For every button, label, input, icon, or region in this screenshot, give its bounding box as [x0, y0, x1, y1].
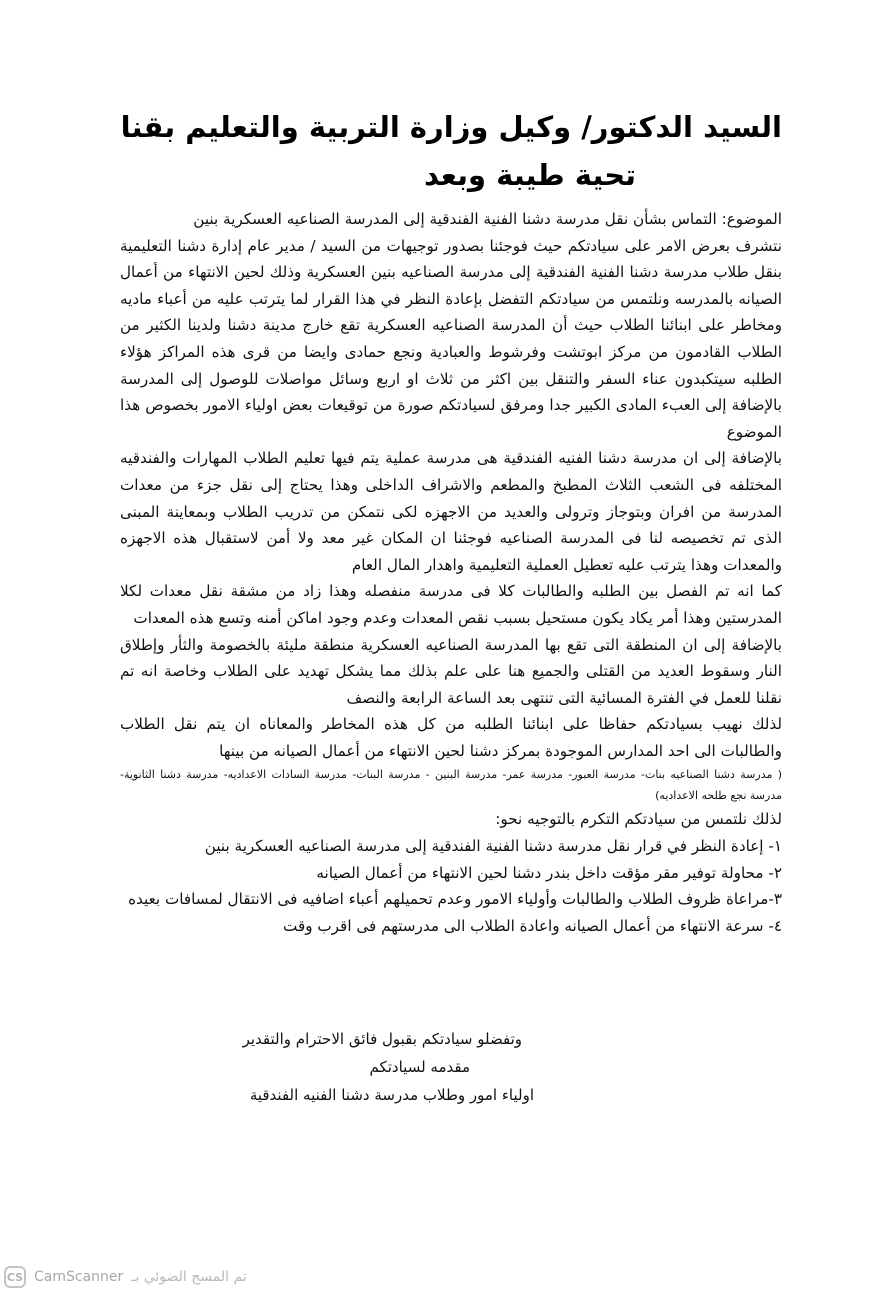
- closing-courtesy: وتفضلو سيادتكم بقبول فائق الاحترام والتقدير: [242, 1030, 522, 1048]
- schools-note: ( مدرسة دشنا الصناعيه بنات- مدرسة العبور- مدرسة عمر- مدرسة البنين - مدرسة البنات- مدرسة السادات الاعداديه- مدرسة دشنا الثانوية- مدرسة نجع طلحه الاعداديه): [120, 768, 782, 803]
- letter-addressee: السيد الدكتور/ وكيل وزارة التربية والتعليم بقنا: [120, 110, 782, 144]
- letter-signature: اولياء امور وطلاب مدرسة دشنا الفنيه الفندقية: [249, 1086, 534, 1104]
- request-item: ٤- سرعة الانتهاء من أعمال الصيانه واعادة الطلاب الى مدرستهم فى اقرب وقت: [283, 916, 782, 935]
- request-item: ١- إعادة النظر في قرار نقل مدرسة دشنا الفنية الفندقية إلى مدرسة الصناعيه العسكرية بنين: [204, 837, 782, 856]
- letter-paragraph: نتشرف بعرض الامر على سيادتكم حيث فوجئنا بصدور توجيهات من السيد / مدير عام إدارة دشنا التعليمية بنقل طلاب مدرسة دشنا الفنية الفندقية إلى مدرسة الصناعيه بنين العسكرية وذلك لحين الانتهاء من أعمال الصيانه بالمدرسه ونلتمس من سيادتكم التفضل بإعادة النظر في هذا القرار لما يترتب عليه من أعباء ماديه ومخاطر على ابنائنا الطلاب حيث أن المدرسة الصناعيه العسكرية تقع خارج مدينة دشنا ولدينا الكثير من الطلاب القادمون من مركز ابوتشت وفرشوط والعبادية ونجع حمادى وايضا من قرى هذه المراكز هؤلاء الطلبه سيتكبدون عناء السفر والتنقل بين اكثر من ثلاث او اربع وسائل مواصلات للوصول إلى المدرسة بالإضافة إلى العبء المادى الكبير جدا ومرفق لسيادتكم صورة من توقيعات بعض اولياء الامور بخصوص هذا الموضوع: [120, 236, 782, 441]
- scanner-watermark: [4, 1264, 247, 1290]
- letter-paragraph: لذلك نهيب بسيادتكم حفاظا على ابنائنا الطلبه من كل هذه المخاطر والمعاناه ان يتم نقل الطلاب والطالبات الى احد المدارس الموجودة بمركز دشنا لحين الانتهاء من أعمال الصيانه من بينها: [120, 715, 782, 760]
- letter-paragraph: بالإضافة إلى ان المنطقة التى تقع بها المدرسة الصناعيه العسكرية منطقة مليئة بالخصومة والثأر وإطلاق النار وسقوط العديد من القتلى والجميع هنا على علم بذلك مما يشكل تهديد على الطلاب وخاصة انه تم نقلنا للعمل في الفترة المسائية التى تنتهى بعد الساعة الرابعة والنصف: [120, 635, 782, 707]
- letter-body: [120, 206, 782, 939]
- request-list: [120, 833, 782, 939]
- request-intro: لذلك نلتمس من سيادتكم التكرم بالتوجيه نحو:: [495, 810, 782, 829]
- closing-submitted: مقدمه لسيادتكم: [369, 1058, 470, 1076]
- letter-paragraph: بالإضافة إلى ان مدرسة دشنا الفنيه الفندقية هى مدرسة عملية يتم فيها تعليم الطلاب المهارات والفندقيه المختلفه فى الشعب الثلاث المطبخ والمطعم والاشراف الداخلى وهذا يحتاج إلى نقل جزء من معدات المدرسة من افران وبتوجاز وترولى والعديد من الاجهزه لكى نتمكن من تدريب الطلاب وبمعاينة المبنى الذى تم تخصيصه لنا فى المدرسة الصناعيه فوجئنا ان المكان غير معد ولا أمن لاستقبال هذه الاجهزه والمعدات وهذا يترتب عليه تعطيل العملية التعليمية واهدار المال العام: [120, 449, 782, 574]
- watermark-text: تم المسح الضوئي بـ: [131, 1269, 247, 1285]
- request-item: ٢- محاولة توفير مقر مؤقت داخل بندر دشنا لحين الانتهاء من أعمال الصيانه: [316, 863, 782, 882]
- request-item: ٣-مراعاة ظروف الطلاب والطالبات وأولياء الامور وعدم تحميلهم أعباء اضافيه فى الانتقال لمسافات بعيده: [128, 890, 782, 909]
- watermark-brand: CamScanner: [34, 1269, 124, 1285]
- letter-greeting: تحية طيبة وبعد: [423, 158, 636, 192]
- letter-subject: الموضوع: التماس بشأن نقل مدرسة دشنا الفنية الفندقية إلى المدرسة الصناعيه العسكرية بنين: [193, 210, 782, 228]
- camscanner-logo-icon: CS: [4, 1266, 26, 1288]
- letter-paragraph: كما انه تم الفصل بين الطلبه والطالبات كلا فى مدرسة منفصله وهذا زاد من مشقة نقل معدات لكلا المدرستين وهذا أمر يكاد يكون مستحيل بسبب نقص المعدات وعدم وجود اماكن أمنه وتسع هذه المعدات: [120, 582, 782, 627]
